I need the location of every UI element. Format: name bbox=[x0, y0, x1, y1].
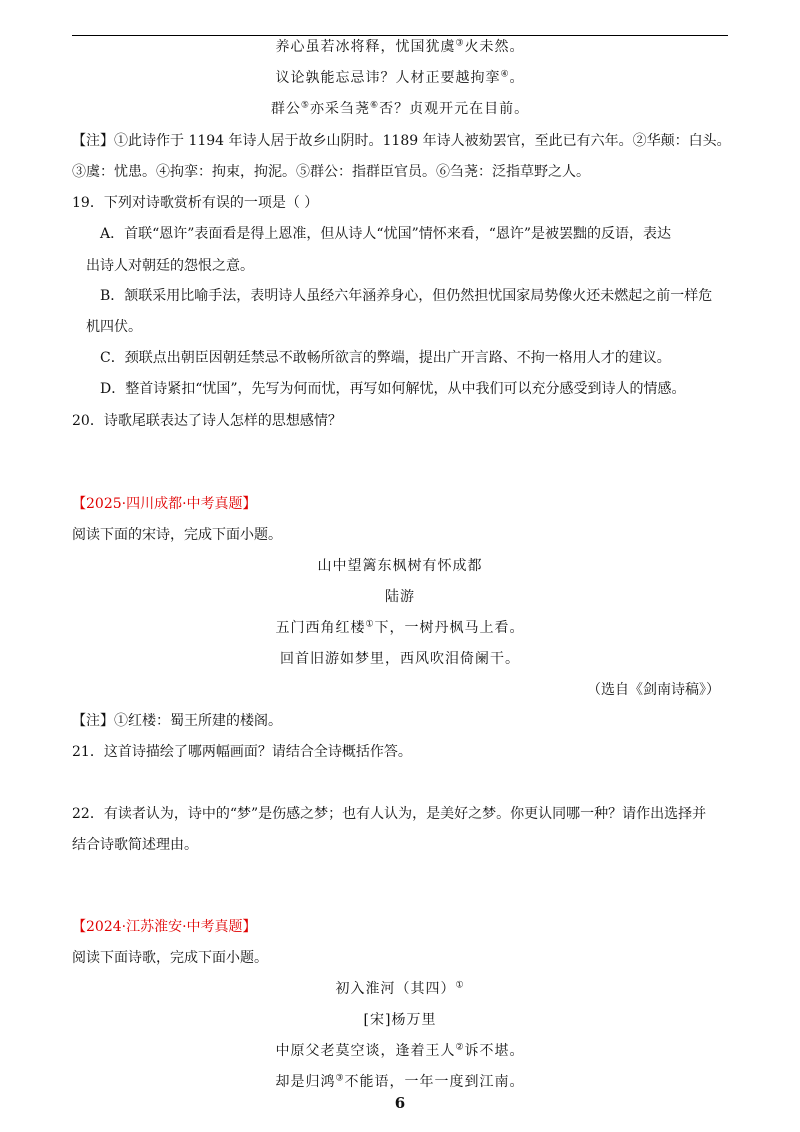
annotation-line: 【注】①此诗作于 1194 年诗人居于故乡山阴时。1189 年诗人被劾罢官，至此已有六年。②华颠：白头。 bbox=[72, 133, 731, 149]
poem-text: 亦采刍荛 bbox=[310, 101, 370, 117]
source-tag: 【2024·江苏淮安·中考真题】 bbox=[72, 919, 257, 935]
poem-line bbox=[0, 99, 800, 119]
option-b: B．颔联采用比喻手法，表明诗人虽经六年涵养身心，但仍然担忧国家局势像火还未燃起之前一样危 bbox=[100, 288, 713, 304]
option-a-continued: 出诗人对朝廷的怨恨之意。 bbox=[86, 258, 254, 274]
header-rule bbox=[72, 35, 728, 36]
reading-intro: 阅读下面诗歌，完成下面小题。 bbox=[72, 950, 268, 966]
poem-author: [宋]杨万里 bbox=[363, 1012, 437, 1028]
poem-text: 下，一树丹枫马上看。 bbox=[374, 620, 525, 636]
question-19-stem: 19．下列对诗歌赏析有误的一项是（ ） bbox=[72, 195, 319, 211]
question-22-continued: 结合诗歌简述理由。 bbox=[72, 837, 198, 853]
question-22: 22．有读者认为，诗中的“梦”是伤感之梦；也有人认为，是美好之梦。你更认同哪一种？请作出选择并 bbox=[72, 806, 707, 822]
poem-text: 养心虽若冰将释，忧国犹虞 bbox=[275, 39, 456, 55]
footnote-marker: ① bbox=[455, 980, 465, 991]
poem-line bbox=[0, 1072, 800, 1092]
poem-text: 不能语，一年一度到江南。 bbox=[344, 1074, 525, 1090]
footnote-marker: ① bbox=[365, 619, 375, 630]
poem-line bbox=[0, 1041, 800, 1061]
poem-title: 山中望篱东枫树有怀成都 bbox=[317, 558, 483, 574]
option-b-continued: 机四伏。 bbox=[86, 319, 142, 335]
source-tag: 【2025·四川成都·中考真题】 bbox=[72, 496, 257, 512]
poem-title bbox=[0, 979, 800, 999]
option-a: A．首联“恩许”表面看是得上恩准，但从诗人“忧国”情怀来看，“恩许”是被罢黜的反语，表达 bbox=[100, 226, 672, 242]
poem-line: 回首旧游如梦里，西风吹泪倚阑干。 bbox=[280, 651, 520, 667]
poem-source: （选自《剑南诗稿》） bbox=[587, 682, 720, 698]
question-20: 20．诗歌尾联表达了诗人怎样的思想感情？ bbox=[72, 413, 342, 429]
footnote-marker: ⑥ bbox=[370, 100, 380, 111]
poem-text: 议论孰能忘忌讳？人材正要越拘挛 bbox=[275, 70, 501, 86]
page-number: 6 bbox=[394, 1094, 406, 1112]
footnote-marker: ② bbox=[455, 1042, 465, 1053]
poem-author: 陆游 bbox=[385, 589, 415, 605]
annotation-line: 【注】①红楼：蜀王所建的楼阁。 bbox=[72, 713, 282, 729]
poem-line bbox=[0, 68, 800, 88]
poem-title-text: 初入淮河（其四） bbox=[335, 981, 456, 997]
footnote-marker: ⑤ bbox=[300, 100, 310, 111]
poem-text: 中原父老莫空谈，逢着王人 bbox=[275, 1043, 456, 1059]
annotation-line: ③虞：忧患。④拘挛：拘束，拘泥。⑤群公：指群臣官员。⑥刍荛：泛指草野之人。 bbox=[72, 164, 590, 180]
poem-text: 火未然。 bbox=[464, 39, 525, 55]
poem-line bbox=[0, 37, 800, 57]
option-d: D．整首诗紧扣“忧国”，先写为何而忧，再写如何解忧，从中我们可以充分感受到诗人的情感。 bbox=[100, 381, 686, 397]
poem-text: 诉不堪。 bbox=[464, 1043, 525, 1059]
footnote-marker: ④ bbox=[500, 69, 510, 80]
question-21: 21．这首诗描绘了哪两幅画面？请结合全诗概括作答。 bbox=[72, 744, 412, 760]
poem-text: 群公 bbox=[270, 101, 301, 117]
option-c: C．颈联点出朝臣因朝廷禁忌不敢畅所欲言的弊端，提出广开言路、不拘一格用人才的建议。 bbox=[100, 350, 671, 366]
poem-text: 。 bbox=[509, 70, 525, 86]
footnote-marker: ③ bbox=[335, 1073, 345, 1084]
poem-text: 五门西角红楼 bbox=[275, 620, 366, 636]
reading-intro: 阅读下面的宋诗，完成下面小题。 bbox=[72, 527, 282, 543]
poem-text: 却是归鸿 bbox=[275, 1074, 336, 1090]
footnote-marker: ③ bbox=[455, 38, 465, 49]
poem-line bbox=[0, 618, 800, 638]
poem-text: 否？贞观开元在目前。 bbox=[379, 101, 530, 117]
